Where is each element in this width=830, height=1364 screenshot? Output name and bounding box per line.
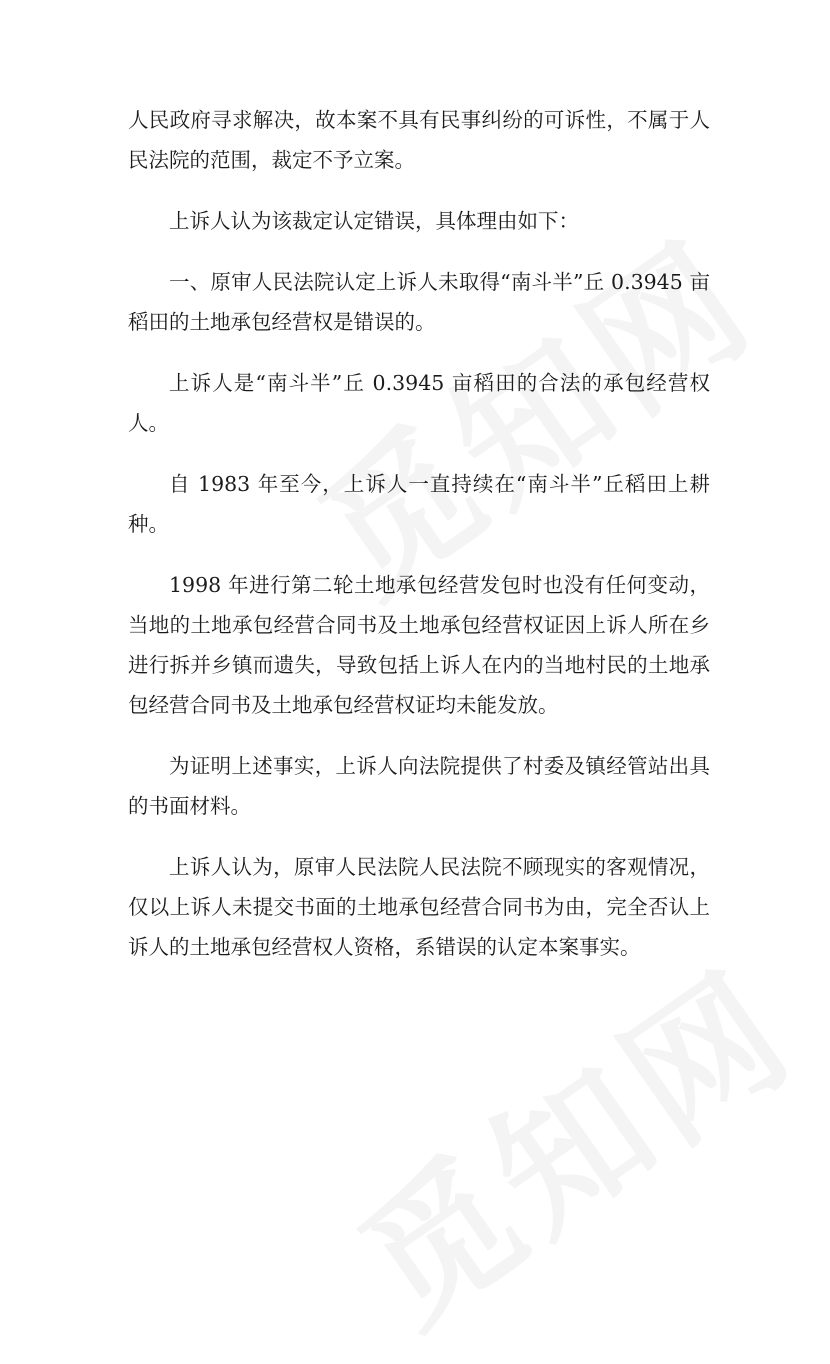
paragraph: 自 1983 年至今，上诉人一直持续在“南斗半”丘稻田上耕种。 xyxy=(128,472,710,536)
paragraph-continuation: 人民政府寻求解决，故本案不具有民事纠纷的可诉性，不属于人民法院的范围，裁定不予立案。 xyxy=(128,108,710,172)
paragraph: 1998 年进行第二轮土地承包经营发包时也没有任何变动，当地的土地承包经营合同书及土地承包经营权证因上诉人所在乡进行拆并乡镇而遗失，导致包括上诉人在内的当地村民的土地承包经营合同书及土地承包经营权证均未能发放。 xyxy=(128,573,710,717)
paragraph: 为证明上述事实，上诉人向法院提供了村委及镇经管站出具的书面材料。 xyxy=(128,754,710,818)
paragraph: 上诉人认为，原审人民法院人民法院不顾现实的客观情况，仅以上诉人未提交书面的土地承包经营合同书为由，完全否认上诉人的土地承包经营权人资格，系错误的认定本案事实。 xyxy=(128,855,710,959)
paragraph: 上诉人认为该裁定认定错误，具体理由如下： xyxy=(169,209,579,233)
paragraph: 一、原审人民法院认定上诉人未取得“南斗半”丘 0.3945 亩稻田的土地承包经营权是错误的。 xyxy=(128,270,710,334)
paragraph: 上诉人是“南斗半”丘 0.3945 亩稻田的合法的承包经营权人。 xyxy=(128,371,710,435)
document-body xyxy=(128,100,710,988)
